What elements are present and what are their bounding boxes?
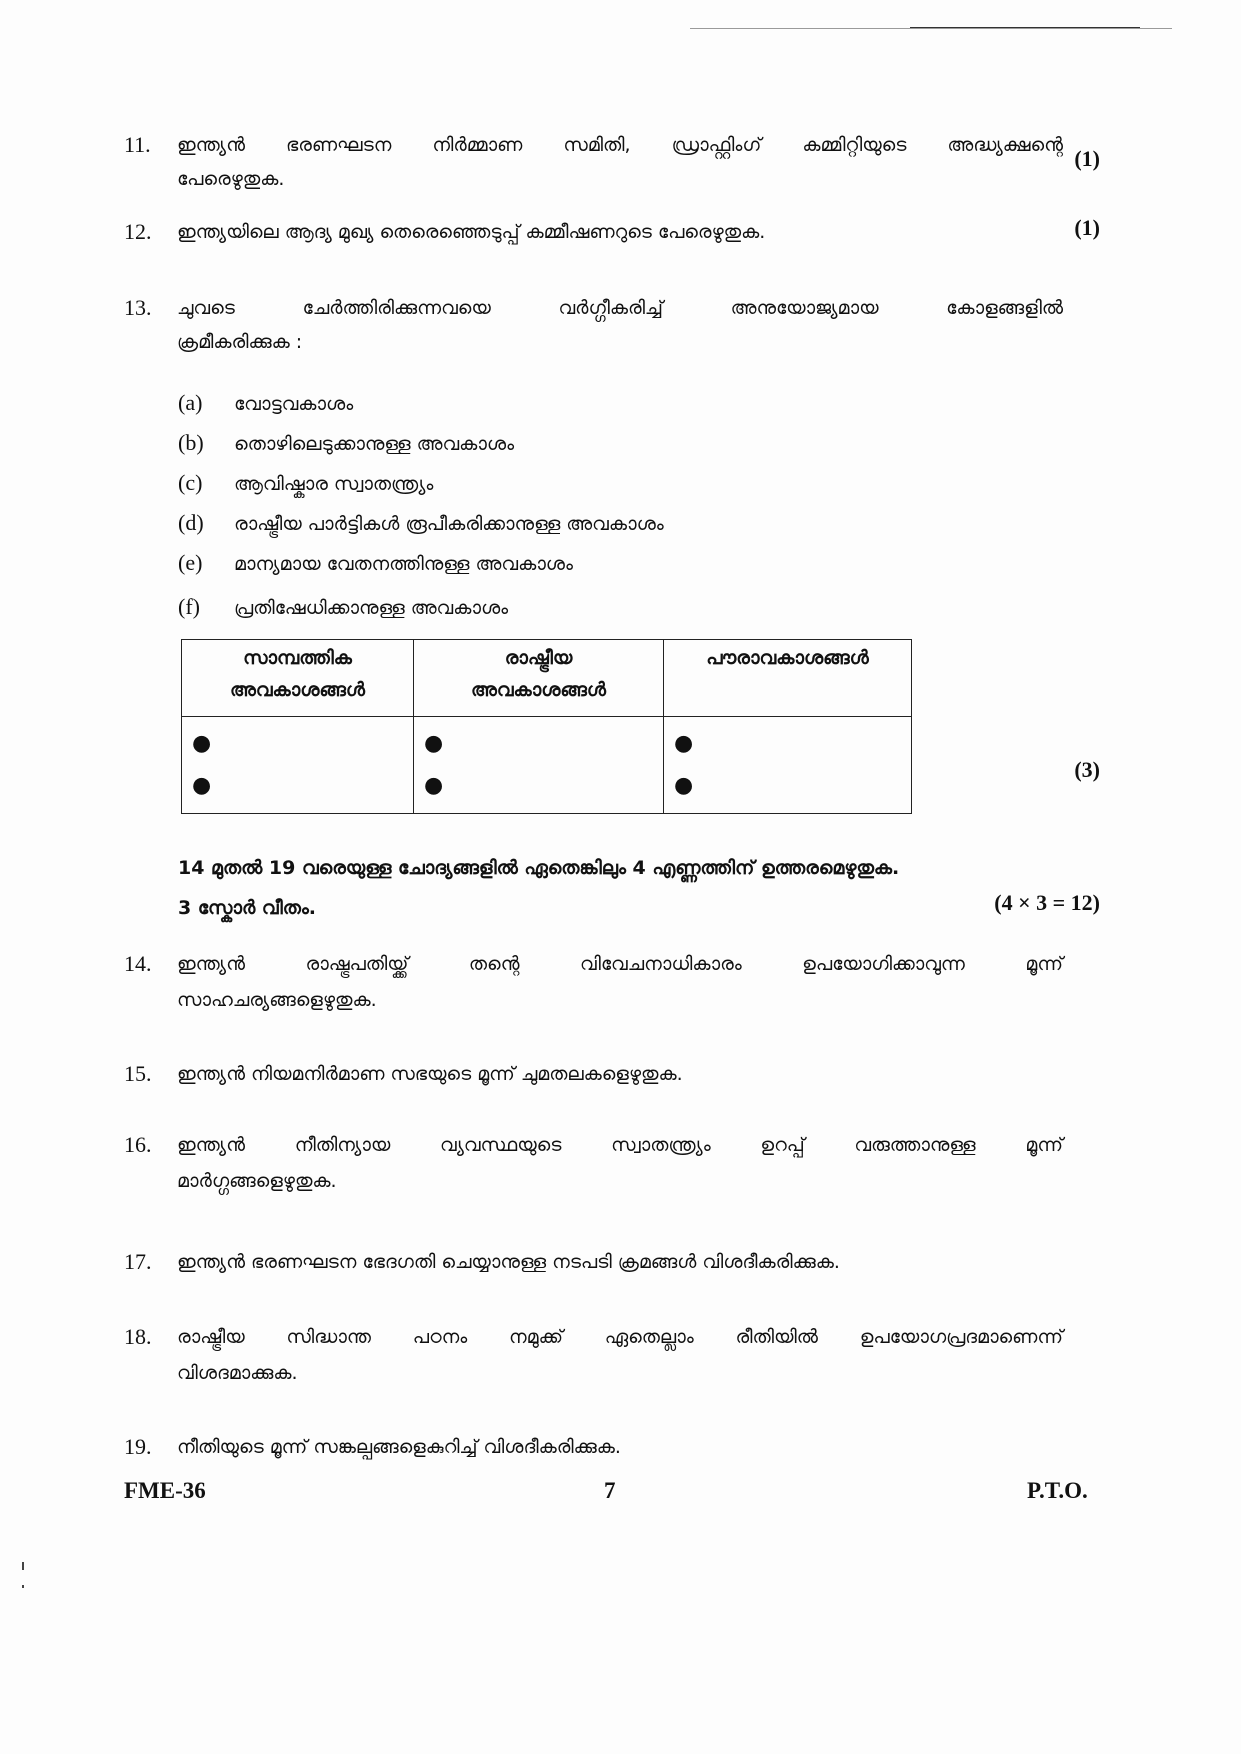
scan-artifact-dot bbox=[22, 1585, 24, 1588]
bullet-point: ● bbox=[192, 731, 212, 756]
question-text: ഇന്ത്യൻ നീതിന്യായ വ്യവസ്ഥയുടെ സ്വാതന്ത്ര്യം ഉറപ്പ് വരുത്താനുള്ള മൂന്ന് bbox=[177, 1134, 1063, 1156]
column-header-civil-rights: പൗരാവകാശങ്ങൾ bbox=[664, 640, 912, 717]
question-number: 15. bbox=[124, 1061, 152, 1086]
instruction-line-2: 3 സ്കോർ വീതം. bbox=[178, 897, 316, 919]
option-label: (f) bbox=[178, 594, 200, 619]
header-rule bbox=[690, 28, 1172, 29]
option-label: (b) bbox=[178, 430, 204, 455]
option-c bbox=[178, 468, 433, 499]
question-text-continued: മാർഗ്ഗങ്ങളെഴുതുക. bbox=[177, 1170, 337, 1192]
option-text: തൊഴിലെടുക്കാനുള്ള അവകാശം bbox=[234, 433, 515, 455]
bullet-point: ● bbox=[424, 773, 444, 798]
classification-table bbox=[181, 639, 912, 814]
please-turn-over: P.T.O. bbox=[1027, 1478, 1088, 1503]
answer-cell-political[interactable] bbox=[414, 717, 664, 814]
question-text-continued: വിശദമാക്കുക. bbox=[177, 1362, 298, 1384]
question-number: 17. bbox=[124, 1249, 152, 1274]
question-number: 11. bbox=[124, 132, 151, 157]
question-number: 19. bbox=[124, 1434, 152, 1459]
bullet-point: ● bbox=[192, 773, 212, 798]
question-text: ഇന്ത്യൻ ഭരണഘടന നിർമ്മാണ സമിതി, ഡ്രാഫ്റ്റിംഗ് കമ്മിറ്റിയുടെ അദ്ധ്യക്ഷന്റെ bbox=[177, 134, 1063, 156]
answer-cell-civil[interactable] bbox=[664, 717, 912, 814]
question-text: നീതിയുടെ മൂന്ന് സങ്കല്പങ്ങളെകുറിച്ച് വിശദീകരിക്കുക. bbox=[177, 1436, 621, 1458]
question-text: ചുവടെ ചേർത്തിരിക്കുന്നവയെ വർഗ്ഗീകരിച്ച് അനുയോജ്യമായ കോളങ്ങളിൽ bbox=[177, 297, 1063, 319]
paper-code: FME-36 bbox=[124, 1478, 206, 1503]
option-b bbox=[178, 428, 514, 459]
bullet-point: ● bbox=[674, 773, 694, 798]
question-text-continued: പേരെഴുതുക. bbox=[177, 168, 285, 190]
answer-cell-economic[interactable] bbox=[182, 717, 414, 814]
question-number: 12. bbox=[124, 219, 152, 244]
marks-q13: (3) bbox=[1074, 757, 1100, 782]
scan-artifact-mark bbox=[22, 1562, 24, 1570]
option-text: വോട്ടവകാശം bbox=[234, 393, 354, 415]
question-number: 18. bbox=[124, 1324, 152, 1349]
bullet-point: ● bbox=[674, 731, 694, 756]
option-text: ആവിഷ്കാര സ്വാതന്ത്ര്യം bbox=[234, 473, 434, 495]
question-text: ഇന്ത്യൻ രാഷ്ട്രപതിയ്ക്ക് തന്റെ വിവേചനാധികാരം ഉപയോഗിക്കാവുന്ന മൂന്ന് bbox=[177, 953, 1063, 975]
option-text: രാഷ്ട്രീയ പാർട്ടികൾ രൂപീകരിക്കാനുള്ള അവകാശം bbox=[234, 513, 664, 535]
question-number: 14. bbox=[124, 951, 152, 976]
marks-q11: (1) bbox=[1074, 146, 1100, 171]
question-number: 13. bbox=[124, 295, 152, 320]
column-header-political-rights: രാഷ്ട്രീയ അവകാശങ്ങൾ bbox=[414, 640, 664, 717]
option-label: (a) bbox=[178, 390, 203, 415]
question-text-continued: സാഹചര്യങ്ങളെഴുതുക. bbox=[177, 989, 377, 1011]
instruction-line-1: 14 മുതൽ 19 വരെയുള്ള ചോദ്യങ്ങളിൽ ഏതെങ്കിലും 4 എണ്ണത്തിന് ഉത്തരമെഴുതുക. bbox=[178, 857, 900, 879]
option-text: മാന്യമായ വേതനത്തിനുള്ള അവകാശം bbox=[234, 553, 573, 575]
question-text: ഇന്ത്യൻ ഭരണഘടന ഭേദഗതി ചെയ്യാനുള്ള നടപടി ക്രമങ്ങൾ വിശദീകരിക്കുക. bbox=[177, 1251, 840, 1273]
question-text-continued: ക്രമീകരിക്കുക : bbox=[177, 331, 303, 353]
question-text: ഇന്ത്യൻ നിയമനിർമാണ സഭയുടെ മൂന്ന് ചുമതലകളെഴുതുക. bbox=[177, 1063, 683, 1085]
question-number: 16. bbox=[124, 1132, 152, 1157]
column-header-economic-rights: സാമ്പത്തിക അവകാശങ്ങൾ bbox=[182, 640, 414, 717]
section-instruction bbox=[178, 848, 1100, 928]
question-text: രാഷ്ട്രീയ സിദ്ധാന്ത പഠനം നമുക്ക് ഏതെല്ലാം രീതിയിൽ ഉപയോഗപ്രദമാണെന്ന് bbox=[177, 1326, 1063, 1348]
option-label: (d) bbox=[178, 510, 204, 535]
marks-q12: (1) bbox=[1074, 215, 1100, 240]
question-text: ഇന്ത്യയിലെ ആദ്യ മുഖ്യ തെരെഞ്ഞെടുപ്പ് കമ്മീഷണറുടെ പേരെഴുതുക. bbox=[177, 221, 766, 243]
bullet-point: ● bbox=[424, 731, 444, 756]
option-d bbox=[178, 508, 664, 539]
option-text: പ്രതിഷേധിക്കാനുള്ള അവകാശം bbox=[234, 597, 509, 619]
section-marks: (4 × 3 = 12) bbox=[994, 890, 1100, 915]
option-f bbox=[178, 592, 508, 623]
option-label: (e) bbox=[178, 550, 203, 575]
option-e bbox=[178, 548, 573, 579]
option-a bbox=[178, 388, 353, 419]
page-number: 7 bbox=[604, 1478, 616, 1503]
option-label: (c) bbox=[178, 470, 203, 495]
